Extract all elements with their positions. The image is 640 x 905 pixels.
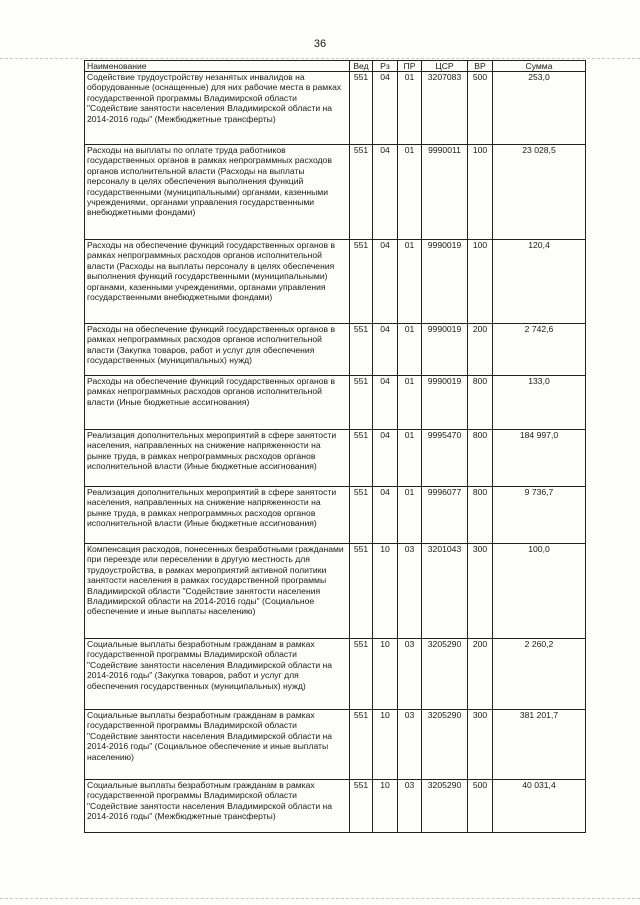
cell-vr: 300 (468, 544, 493, 639)
cell-name: Компенсация расходов, понесенных безработными гражданами при переезде или переселении в другую местность для трудоустройства, в рамках мероприятий активной политики занятости населения в рамках государственной программы Владимирской области "Содействие занятости населения Владимирской области на 2014-2016 годы" (Социальное обеспечение и иные выплаты населению) (85, 544, 350, 639)
column-header-ved: Вед (350, 61, 373, 72)
cell-csr: 9990011 (422, 145, 468, 240)
cell-pr: 01 (398, 430, 422, 487)
cell-csr: 9996077 (422, 487, 468, 544)
cell-pr: 03 (398, 639, 422, 710)
cell-rz: 04 (373, 376, 398, 430)
table-row (85, 376, 586, 430)
table-row (85, 145, 586, 240)
cell-pr: 03 (398, 544, 422, 639)
cell-ved: 551 (350, 639, 373, 710)
table-row (85, 240, 586, 324)
cell-vr: 800 (468, 430, 493, 487)
cell-pr: 01 (398, 72, 422, 145)
table-row (85, 324, 586, 376)
cell-vr: 100 (468, 240, 493, 324)
cell-rz: 04 (373, 324, 398, 376)
cell-rz: 10 (373, 780, 398, 833)
cell-ved: 551 (350, 780, 373, 833)
cell-ved: 551 (350, 430, 373, 487)
cell-csr: 3205290 (422, 710, 468, 780)
cell-ved: 551 (350, 710, 373, 780)
cell-csr: 9995470 (422, 430, 468, 487)
column-header-name: Наименование (85, 61, 350, 72)
cell-csr: 9990019 (422, 376, 468, 430)
page-number: 36 (313, 38, 327, 50)
table-row (85, 780, 586, 833)
cell-name: Расходы на обеспечение функций государственных органов в рамках непрограммных расходов органов исполнительной власти (Закупка товаров, работ и услуг для обеспечения государственных (муниципальных) нужд) (85, 324, 350, 376)
cell-name: Расходы на выплаты по оплате труда работников государственных органов в рамках непрограммных расходов органов исполнительной власти (Расходы на выплаты персоналу в целях обеспечения выполнения функций государственными (муниципальными) органами, казенными учреждениями, органами управления государственными внебюджетными фондами) (85, 145, 350, 240)
cell-rz: 04 (373, 145, 398, 240)
cell-sum: 2 742,6 (493, 324, 586, 376)
table-row (85, 72, 586, 145)
table-row (85, 544, 586, 639)
cell-name: Реализация дополнительных мероприятий в сфере занятости населения, направленных на снижение напряженности на рынке труда, в рамках непрограммных расходов органов исполнительной власти (Иные бюджетные ассигнования) (85, 487, 350, 544)
cell-sum: 2 260,2 (493, 639, 586, 710)
cell-sum: 9 736,7 (493, 487, 586, 544)
budget-table (84, 60, 586, 833)
cell-csr: 3205290 (422, 780, 468, 833)
cell-vr: 200 (468, 324, 493, 376)
cell-sum: 381 201,7 (493, 710, 586, 780)
cell-csr: 3207083 (422, 72, 468, 145)
cell-vr: 500 (468, 72, 493, 145)
cell-rz: 04 (373, 72, 398, 145)
cell-sum: 120,4 (493, 240, 586, 324)
table-row (85, 639, 586, 710)
cell-sum: 23 028,5 (493, 145, 586, 240)
cell-csr: 9990019 (422, 240, 468, 324)
cell-ved: 551 (350, 544, 373, 639)
cell-csr: 9990019 (422, 324, 468, 376)
cell-name: Социальные выплаты безработным гражданам в рамках государственной программы Владимирской области "Содействие занятости населения Владимирской области на 2014-2016 годы" (Межбюджетные трансферты) (85, 780, 350, 833)
cell-pr: 01 (398, 376, 422, 430)
cell-rz: 04 (373, 487, 398, 544)
cell-rz: 04 (373, 430, 398, 487)
cell-ved: 551 (350, 487, 373, 544)
cell-vr: 300 (468, 710, 493, 780)
cell-name: Социальные выплаты безработным гражданам в рамках государственной программы Владимирской области "Содействие занятости населения Владимирской области на 2014-2016 годы" (Социальное обеспечение и иные выплаты населению) (85, 710, 350, 780)
cell-sum: 40 031,4 (493, 780, 586, 833)
cell-rz: 10 (373, 710, 398, 780)
cell-ved: 551 (350, 324, 373, 376)
cell-name: Социальные выплаты безработным гражданам в рамках государственной программы Владимирской области "Содействие занятости населения Владимирской области на 2014-2016 годы" (Закупка товаров, работ и услуг для обеспечения государственных (муниципальных) нужд) (85, 639, 350, 710)
cell-ved: 551 (350, 72, 373, 145)
cell-pr: 01 (398, 145, 422, 240)
column-header-rz: Рз (373, 61, 398, 72)
cell-name: Реализация дополнительных мероприятий в сфере занятости населения, направленных на снижение напряженности на рынке труда, в рамках непрограммных расходов органов исполнительной власти (Иные бюджетные ассигнования) (85, 430, 350, 487)
table-row (85, 487, 586, 544)
cell-vr: 800 (468, 487, 493, 544)
cell-rz: 10 (373, 544, 398, 639)
column-header-pr: ПР (398, 61, 422, 72)
column-header-csr: ЦСР (422, 61, 468, 72)
cell-sum: 100,0 (493, 544, 586, 639)
cell-pr: 03 (398, 780, 422, 833)
column-header-vr: ВР (468, 61, 493, 72)
cell-sum: 133,0 (493, 376, 586, 430)
table-row (85, 710, 586, 780)
cell-pr: 03 (398, 710, 422, 780)
column-header-sum: Сумма (493, 61, 586, 72)
cell-vr: 200 (468, 639, 493, 710)
scan-edge-line (0, 898, 640, 900)
cell-csr: 3205290 (422, 639, 468, 710)
cell-ved: 551 (350, 240, 373, 324)
cell-name: Содействие трудоустройству незанятых инвалидов на оборудованные (оснащенные) для них рабочие места в рамках государственной программы Владимирской области "Содействие занятости населения Владимирской области на 2014-2016 годы" (Межбюджетные трансферты) (85, 72, 350, 145)
cell-rz: 10 (373, 639, 398, 710)
cell-name: Расходы на обеспечение функций государственных органов в рамках непрограммных расходов органов исполнительной власти (Расходы на выплаты персоналу в целях обеспечения выполнения функций государственными (муниципальными) органами, казенными учреждениями, органами управления государственными внебюджетными фондами) (85, 240, 350, 324)
cell-vr: 800 (468, 376, 493, 430)
cell-pr: 01 (398, 240, 422, 324)
cell-vr: 100 (468, 145, 493, 240)
cell-name: Расходы на обеспечение функций государственных органов в рамках непрограммных расходов органов исполнительной власти (Иные бюджетные ассигнования) (85, 376, 350, 430)
cell-pr: 01 (398, 487, 422, 544)
cell-ved: 551 (350, 376, 373, 430)
cell-ved: 551 (350, 145, 373, 240)
table-row (85, 430, 586, 487)
cell-pr: 01 (398, 324, 422, 376)
cell-vr: 500 (468, 780, 493, 833)
cell-csr: 3201043 (422, 544, 468, 639)
cell-sum: 253,0 (493, 72, 586, 145)
table-header-row (85, 61, 586, 72)
cell-rz: 04 (373, 240, 398, 324)
cell-sum: 184 997,0 (493, 430, 586, 487)
